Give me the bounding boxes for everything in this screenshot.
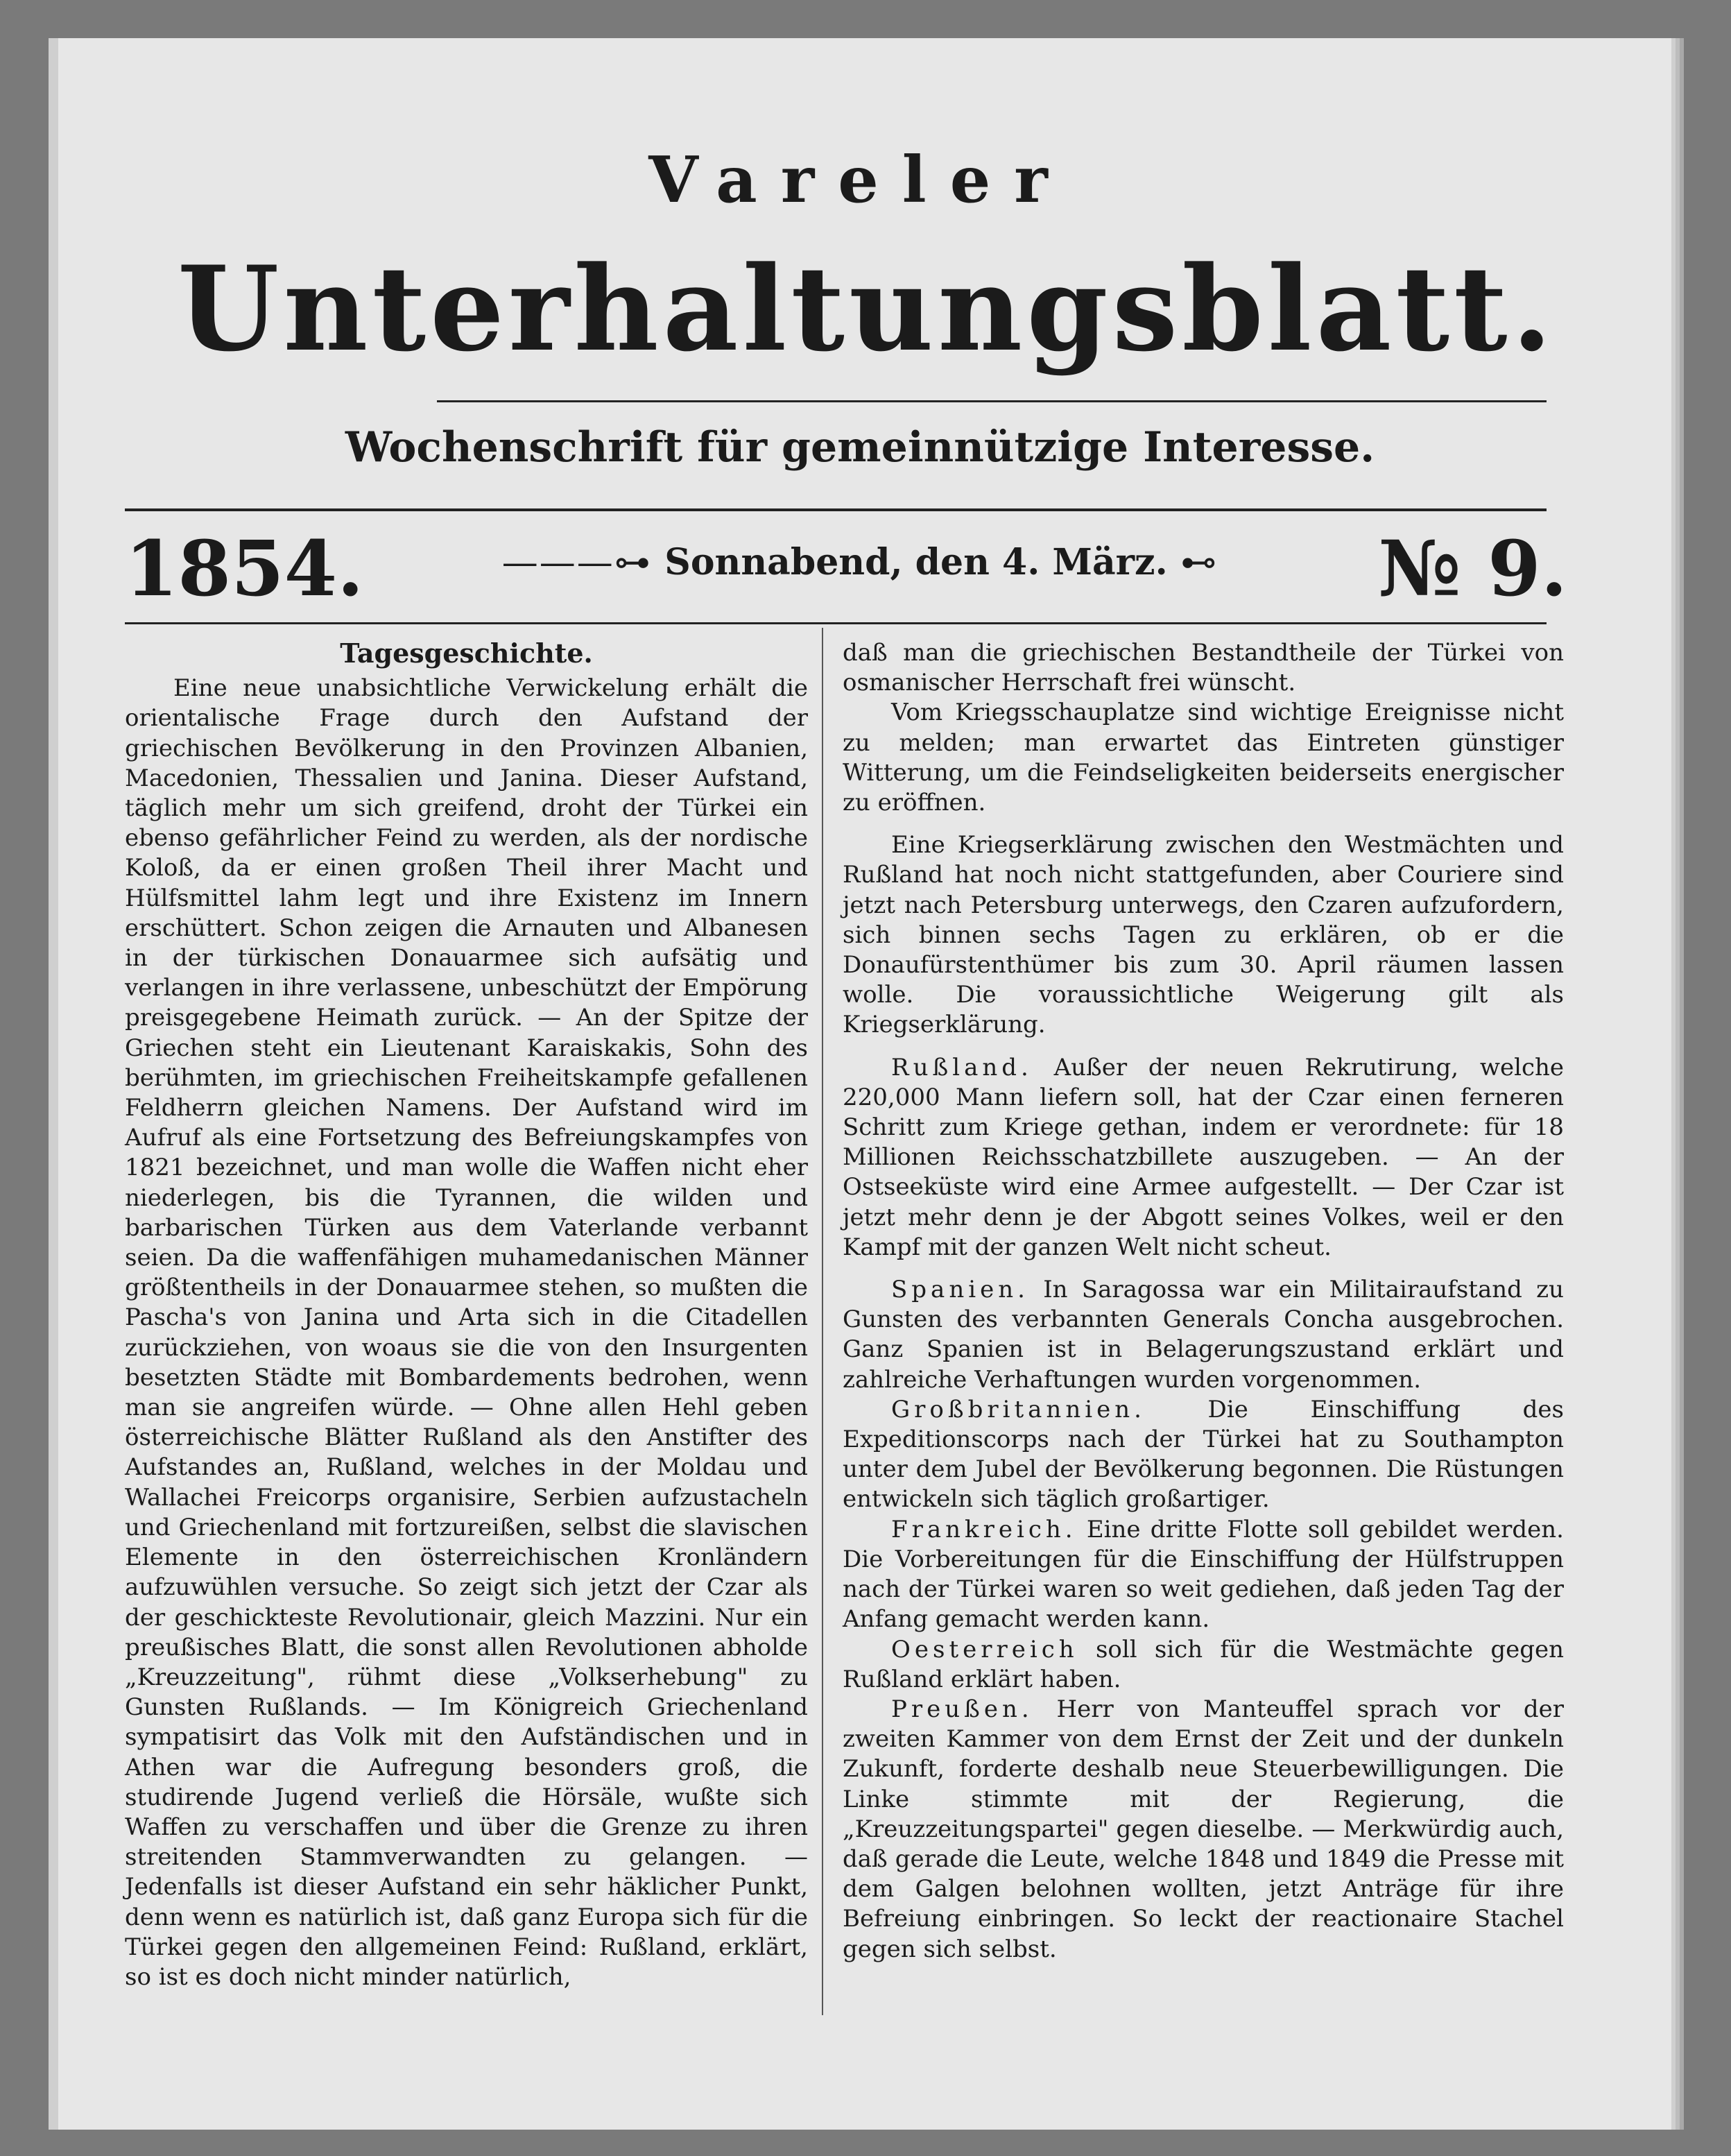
news-item-grossbritannien — [843, 1395, 1564, 1515]
news-item-russland — [843, 1053, 1564, 1263]
right-column — [843, 638, 1564, 1965]
masthead-rule — [437, 400, 1547, 402]
issue-year: 1854. — [125, 524, 364, 613]
article-paragraph: Vom Kriegsschauplatze sind wichtige Ereignisse nicht zu melden; man erwartet das Eintreten günstiger Witterung, um die Feindseligkeiten beiderseits energischer zu eröffnen. — [843, 699, 1564, 817]
news-item-spanien — [843, 1275, 1564, 1395]
news-item-frankreich — [843, 1515, 1564, 1635]
article-paragraph: Eine neue unabsichtliche Verwickelung erhält die orientalische Frage durch den Aufstand der griechischen Bevölkerung in den Provinzen Albanien, Macedonien, Thessalien und Janina. Dieser Aufstand, täglich mehr um sich greifend, droht der Türkei ein ebenso gefährlicher Feind zu werden, als der nordische Koloß, da er einen großen Theil ihrer Macht und Hülfsmittel lahm legt und ihre Existenz im Innern erschüttert. Schon zeigen die Arnauten und Albanesen in der türkischen Donauarmee sich aufsätig und verlangen in ihre verlassene, unbeschützt der Empörung preisgegebene Heimath zurück. — An der Spitze der Griechen steht ein Lieutenant Karaiskakis, Sohn des berühmten, im griechischen Freiheitskampfe gefallenen Feldherrn gleichen Namens. Der Aufstand wird im Aufruf als eine Fortsetzung des Befreiungskampfes von 1821 bezeichnet, und man wolle die Waffen nicht eher niederlegen, bis die Tyrannen, die wilden und barbarischen Türken aus dem Vaterlande verbannt seien. Da die waffenfähigen muhamedanischen Männer größtentheils in der Donauarmee stehen, so mußten die Pascha's von Janina und Arta sich in die Citadellen zurückziehen, von woaus sie die von den Insurgenten besetzten Städte mit Bombardements bedrohen, wenn man sie angreifen würde. — Ohne allen Hehl geben österreichische Blätter Rußland als den Anstifter des Aufstandes an, Rußland, welches in der Moldau und Wallachei Freicorps organisire, Serbien aufzustacheln und Griechenland mit fortzureißen, selbst die slavischen Elemente in den österreichischen Kronländern aufzuwühlen versuche. So zeigt sich jetzt der Czar als der geschickteste Revolutionair, gleich Mazzini. Nur ein preußisches Blatt, die sonst allen Revolutionen abholde „Kreuzzeitung", rühmt diese „Volkserhebung" zu Gunsten Rußlands. — Im Königreich Griechenland sympatisirt das Volk mit den Aufständischen und in Athen war die Aufregung besonders groß, die studirende Jugend verließ die Hörsäle, wußte sich Waffen zu verschaffen und über die Grenze zu ihren streitenden Stammverwandten zu gelangen. — Jedenfalls ist dieser Aufstand ein sehr häklicher Punkt, denn wenn es natürlich ist, daß ganz Europa sich für die Türkei gegen den allgemeinen Feind: Rußland, erklärt, so ist es doch nicht minder natürlich, — [125, 674, 808, 1991]
section-heading: Tagesgeschichte. — [340, 638, 593, 669]
news-text: Herr von Manteuffel sprach vor der zweiten Kammer von dem Ernst der Zeit und der dunkeln Zukunft, forderte deshalb neue Steuerbewilligungen. Die Linke stimmte mit der Regierung, die „Kreuzzeitungspartei" gegen dieselbe. — Merkwürdig auch, daß gerade die Leute, welche 1848 und 1849 die Presse mit dem Galgen belohnen wollten, jetzt Anträge für ihre Befreiung einbringen. So leckt der reactionaire Stachel gegen sich selbst. — [843, 1695, 1564, 1963]
masthead-place: Vareler — [648, 142, 1071, 217]
country-label: Spanien. — [891, 1276, 1029, 1304]
country-label: Oesterreich — [891, 1635, 1078, 1663]
news-text: In Saragossa war ein Militairaufstand zu Gunsten des verbannten Generals Concha ausgebrochen. Ganz Spanien ist in Belagerungszustand erklärt und zahlreiche Verhaftungen wurden vorgenommen. — [843, 1276, 1564, 1394]
country-label: Großbritannien. — [891, 1395, 1146, 1423]
issue-number: № 9. — [1378, 524, 1567, 613]
dateline-top-rule — [125, 508, 1547, 511]
country-label: Frankreich. — [891, 1515, 1077, 1543]
country-label: Preußen. — [891, 1695, 1033, 1723]
masthead-subtitle: Wochenschrift für gemeinnützige Interesse. — [345, 423, 1375, 472]
country-label: Rußland. — [891, 1053, 1033, 1081]
news-item-preussen — [843, 1695, 1564, 1965]
masthead-title: Unterhaltungsblatt. — [177, 240, 1557, 377]
news-text: soll sich für die Westmächte gegen Rußland erklärt haben. — [843, 1635, 1564, 1693]
news-text: Außer der neuen Rekrutirung, welche 220,000 Mann liefern soll, hat der Czar einen ferneren Schritt zum Kriege gethan, indem er verordnete: für 18 Millionen Reichsschatzbillete auszugeben. — An der Ostseeküste wird eine Armee aufgestellt. — Der Czar ist jetzt mehr denn je der Abgott seines Volkes, weil er den Kampf mit der ganzen Welt nicht scheut. — [843, 1053, 1564, 1261]
column-divider — [822, 628, 823, 2015]
ornament-right-icon: ⊷ — [1167, 542, 1218, 583]
news-text: Die Einschiffung des Expeditionscorps nach der Türkei hat zu Southampton unter dem Jubel der Bevölkerung begonnen. Die Rüstungen entwickeln sich täglich großartiger. — [843, 1395, 1564, 1514]
ornament-left-icon: ———⊶ — [501, 542, 665, 583]
newspaper-page — [49, 38, 1671, 2130]
article-continuation: daß man die griechischen Bestandtheile der Türkei von osmanischer Herrschaft frei wünscht. — [843, 639, 1564, 697]
article-paragraph: Eine Kriegserklärung zwischen den Westmächten und Rußland hat noch nicht stattgefunden, aber Couriere sind jetzt nach Petersburg unterwegs, den Czaren aufzufordern, sich binnen sechs Tagen zu erklären, ob er die Donaufürstenthümer bis zum 30. April räumen lassen wolle. Die voraussichtliche Weigerung gilt als Kriegserklärung. — [843, 831, 1564, 1039]
news-item-oesterreich — [843, 1635, 1564, 1695]
page-spine — [49, 38, 58, 2130]
left-column — [125, 638, 808, 1992]
news-text: Eine dritte Flotte soll gebildet werden. Die Vorbereitungen für die Einschiffung der Hülfstruppen nach der Türkei waren so weit gediehen, daß jeden Tag der Anfang gemacht werden kann. — [843, 1515, 1564, 1634]
issue-date-text: Sonnabend, den 4. März. — [664, 541, 1168, 583]
dateline-bottom-rule — [125, 622, 1547, 624]
